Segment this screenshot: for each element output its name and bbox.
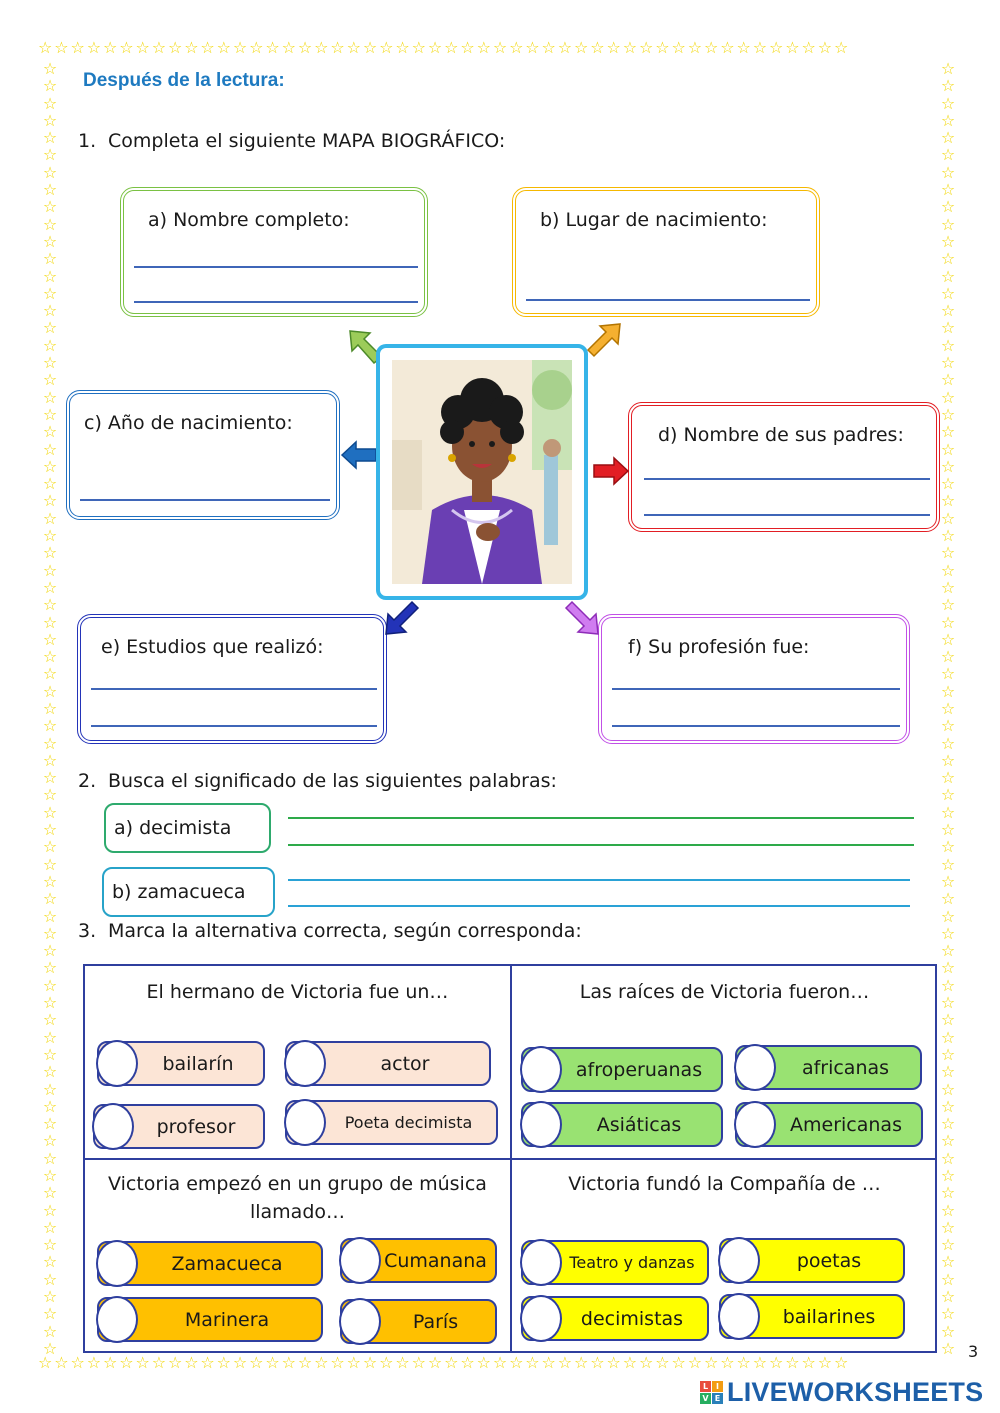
arrow-down-left-icon xyxy=(382,600,422,638)
option-decimistas[interactable] xyxy=(521,1296,709,1341)
option-poeta-decimista[interactable] xyxy=(285,1100,498,1145)
option-label: bailarín xyxy=(162,1052,234,1075)
box-estudios xyxy=(77,614,387,744)
box-profesion xyxy=(598,614,910,744)
box-label: c) Año de nacimiento: xyxy=(84,412,293,434)
box-label: d) Nombre de sus padres: xyxy=(658,424,904,446)
radio-circle[interactable] xyxy=(520,1101,562,1148)
option-actor[interactable] xyxy=(285,1041,491,1086)
answer-line-2[interactable] xyxy=(91,725,377,727)
option-label: Cumanana xyxy=(384,1249,487,1272)
section-heading: Después de la lectura: xyxy=(83,70,285,91)
option-label: decimistas xyxy=(580,1307,684,1330)
multiple-choice-grid xyxy=(83,964,937,1353)
logo-letter: E xyxy=(712,1393,723,1404)
page-number: 3 xyxy=(968,1342,979,1361)
logo-letter: V xyxy=(700,1393,711,1404)
liveworksheets-logo xyxy=(700,1377,983,1408)
answer-line-2[interactable] xyxy=(134,301,418,303)
brand-name: LIVEWORKSHEETS xyxy=(727,1377,984,1407)
option-label: Zamacueca xyxy=(171,1252,283,1275)
radio-circle[interactable] xyxy=(96,1040,138,1087)
radio-circle[interactable] xyxy=(284,1040,326,1087)
radio-circle[interactable] xyxy=(96,1296,138,1343)
answer-line-zamacueca-2[interactable] xyxy=(288,905,910,907)
vocab-word-decimista xyxy=(104,803,271,853)
box-label: b) Lugar de nacimiento: xyxy=(540,209,768,231)
radio-circle[interactable] xyxy=(718,1237,760,1284)
option-americanas[interactable] xyxy=(735,1102,923,1147)
question-number: 3. xyxy=(78,920,97,942)
arrow-right-icon xyxy=(592,456,630,486)
radio-circle[interactable] xyxy=(520,1295,562,1342)
option-label: africanas xyxy=(801,1056,890,1079)
answer-line-2[interactable] xyxy=(644,514,930,516)
vocab-word: a) decimista xyxy=(114,817,232,839)
question-3 xyxy=(78,920,582,942)
answer-line-2[interactable] xyxy=(612,725,900,727)
radio-circle[interactable] xyxy=(718,1293,760,1340)
star-border-bottom: ☆☆☆☆☆☆☆☆☆☆☆☆☆☆☆☆☆☆☆☆☆☆☆☆☆☆☆☆☆☆☆☆☆☆☆☆☆☆☆☆☆☆☆☆☆☆☆☆☆☆ xyxy=(38,1353,851,1372)
radio-circle[interactable] xyxy=(520,1239,562,1286)
logo-letter: L xyxy=(700,1381,711,1392)
question-2 xyxy=(78,770,557,792)
box-label: a) Nombre completo: xyxy=(148,209,350,231)
box-nombre-completo xyxy=(120,187,428,317)
answer-line-1[interactable] xyxy=(91,688,377,690)
option-afroperuanas[interactable] xyxy=(521,1047,723,1092)
box-nombre-padres xyxy=(628,402,940,532)
option-label: Poeta decimista xyxy=(344,1113,473,1132)
radio-circle[interactable] xyxy=(339,1298,381,1345)
option-paris[interactable] xyxy=(340,1299,497,1344)
radio-circle[interactable] xyxy=(92,1103,134,1150)
option-bailarines[interactable] xyxy=(719,1294,905,1339)
option-label: afroperuanas xyxy=(575,1058,703,1081)
answer-line-decimista-2[interactable] xyxy=(288,844,914,846)
vocab-word: b) zamacueca xyxy=(112,881,246,903)
answer-line-1[interactable] xyxy=(644,478,930,480)
option-profesor[interactable] xyxy=(93,1104,265,1149)
vocab-word-zamacueca xyxy=(102,867,275,917)
option-africanas[interactable] xyxy=(735,1045,922,1090)
option-marinera[interactable] xyxy=(97,1297,323,1342)
cell-question: Victoria fundó la Compañía de … xyxy=(568,1173,881,1195)
question-text: Busca el significado de las siguientes palabras: xyxy=(108,770,557,792)
answer-line-1[interactable] xyxy=(526,299,810,301)
box-label: f) Su profesión fue: xyxy=(628,636,810,658)
liveworksheets-logo-icon xyxy=(700,1381,723,1404)
star-border-top: ☆☆☆☆☆☆☆☆☆☆☆☆☆☆☆☆☆☆☆☆☆☆☆☆☆☆☆☆☆☆☆☆☆☆☆☆☆☆☆☆☆☆☆☆☆☆☆☆☆☆ xyxy=(38,38,851,57)
option-zamacueca[interactable] xyxy=(97,1241,323,1286)
cell-question: Victoria empezó en un grupo de música llamado… xyxy=(108,1173,487,1223)
arrow-up-right-icon xyxy=(584,320,624,360)
option-label: París xyxy=(412,1310,459,1333)
question-1 xyxy=(78,130,505,152)
option-bailarin[interactable] xyxy=(97,1041,265,1086)
arrow-down-right-icon xyxy=(562,598,602,638)
radio-circle[interactable] xyxy=(339,1237,381,1284)
portrait-illustration xyxy=(376,344,588,600)
option-label: Teatro y danzas xyxy=(569,1253,695,1272)
answer-line-1[interactable] xyxy=(80,499,330,501)
box-label: e) Estudios que realizó: xyxy=(101,636,324,658)
option-label: Marinera xyxy=(184,1308,270,1331)
option-label: Asiáticas xyxy=(596,1113,682,1136)
box-lugar-nacimiento xyxy=(512,187,820,317)
answer-line-1[interactable] xyxy=(134,266,418,268)
option-label: bailarines xyxy=(782,1305,876,1328)
option-label: actor xyxy=(380,1052,430,1075)
radio-circle[interactable] xyxy=(520,1046,562,1093)
option-asiaticas[interactable] xyxy=(521,1102,723,1147)
radio-circle[interactable] xyxy=(284,1099,326,1146)
arrow-left-icon xyxy=(340,440,378,470)
box-anio-nacimiento xyxy=(66,390,340,520)
answer-line-zamacueca-1[interactable] xyxy=(288,879,910,881)
answer-line-decimista-1[interactable] xyxy=(288,817,914,819)
radio-circle[interactable] xyxy=(96,1240,138,1287)
logo-letter: I xyxy=(712,1381,723,1392)
option-label: Americanas xyxy=(790,1113,902,1136)
grid-divider-horizontal xyxy=(85,1158,935,1160)
radio-circle[interactable] xyxy=(734,1044,776,1091)
option-cumanana[interactable] xyxy=(340,1238,497,1283)
radio-circle[interactable] xyxy=(734,1101,776,1148)
victoria-portrait-image xyxy=(392,360,572,584)
question-text: Completa el siguiente MAPA BIOGRÁFICO: xyxy=(108,130,506,152)
option-label: poetas xyxy=(796,1249,862,1272)
cell-question: El hermano de Victoria fue un… xyxy=(146,981,449,1003)
question-number: 1. xyxy=(78,130,97,152)
cell-question: Las raíces de Victoria fueron… xyxy=(579,981,870,1003)
question-text: Marca la alternativa correcta, según corresponda: xyxy=(108,920,582,942)
option-label: profesor xyxy=(156,1115,236,1138)
question-number: 2. xyxy=(78,770,97,792)
star-border-right: ☆☆☆☆☆☆☆☆☆☆☆☆☆☆☆☆☆☆☆☆☆☆☆☆☆☆☆☆☆☆☆☆☆☆☆☆☆☆☆☆☆☆☆☆☆☆☆☆☆☆☆☆☆☆☆☆☆☆☆☆☆☆☆☆☆☆☆☆☆☆☆☆☆☆☆ xyxy=(940,59,956,1358)
star-border-left: ☆☆☆☆☆☆☆☆☆☆☆☆☆☆☆☆☆☆☆☆☆☆☆☆☆☆☆☆☆☆☆☆☆☆☆☆☆☆☆☆☆☆☆☆☆☆☆☆☆☆☆☆☆☆☆☆☆☆☆☆☆☆☆☆☆☆☆☆☆☆☆☆☆☆☆ xyxy=(42,59,58,1358)
option-poetas[interactable] xyxy=(719,1238,905,1283)
answer-line-1[interactable] xyxy=(612,688,900,690)
option-teatro-danzas[interactable] xyxy=(521,1240,709,1285)
